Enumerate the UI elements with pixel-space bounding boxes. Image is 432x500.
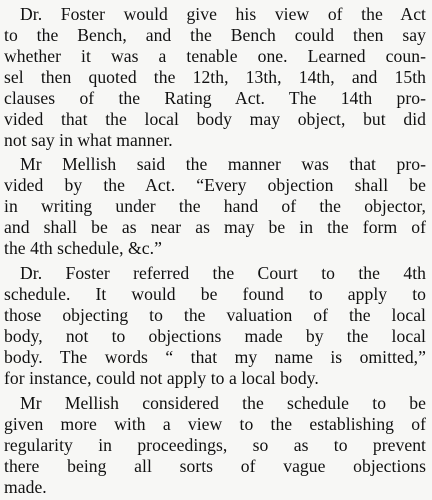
text-line: made. [4, 477, 47, 497]
text-line: those objecting to the valuation of the local [4, 305, 426, 325]
text-line: schedule. It would be found to apply to [4, 284, 426, 304]
text-line: clauses of the Rating Act. The 14th pro- [4, 88, 426, 108]
text-line: not say in what manner. [4, 130, 173, 150]
text-line: body, not to objections made by the local [4, 326, 426, 346]
text-line: regularity in proceedings, so as to prevent [4, 435, 426, 455]
text-line: the 4th schedule, &c.” [4, 238, 162, 258]
text-line: there being all sorts of vague objections [4, 456, 426, 476]
text-line: given more with a view to the establishing of [4, 414, 426, 434]
text-line: vided by the Act. “Every objection shall be [4, 175, 426, 195]
text-line: Dr. Foster would give his view of the Act [20, 4, 426, 24]
text-line: Dr. Foster referred the Court to the 4th [20, 263, 426, 283]
text-line: and shall be as near as may be in the form of [4, 217, 426, 237]
text-line: Mr Mellish said the manner was that pro- [20, 154, 426, 174]
text-line: for instance, could not apply to a local body. [4, 368, 319, 388]
text-line: to the Bench, and the Bench could then say [4, 25, 426, 45]
text-line: whether it was a tenable one. Learned coun- [4, 46, 426, 66]
text-line: sel then quoted the 12th, 13th, 14th, and 15th [4, 67, 426, 87]
text-line: Mr Mellish considered the schedule to be [20, 393, 426, 413]
text-line: body. The words “ that my name is omitted,” [4, 347, 426, 367]
text-line: vided that the local body may object, but did [4, 109, 426, 129]
text-line: in writing under the hand of the objector, [4, 196, 426, 216]
